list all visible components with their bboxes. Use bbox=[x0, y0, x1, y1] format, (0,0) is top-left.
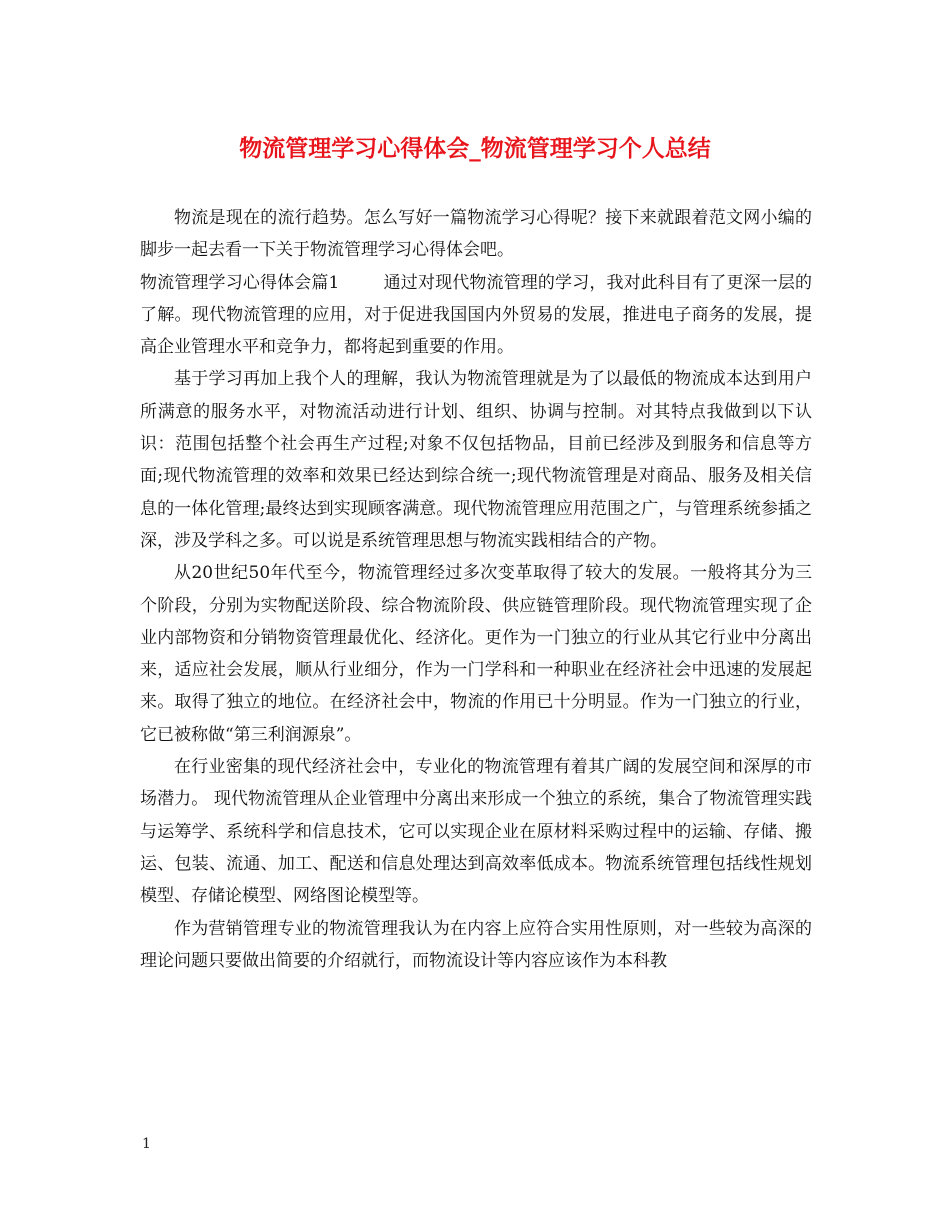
document-title: 物流管理学习心得体会_物流管理学习个人总结 bbox=[239, 135, 711, 162]
document-body bbox=[140, 202, 812, 977]
body-paragraph: 在行业密集的现代经济社会中，专业化的物流管理有着其广阔的发展空间和深厚的市场潜力。 现代物流管理从企业管理中分离出来形成一个独立的系统，集合了物流管理实践与运筹学、系统科学和信息技术，它可以实现企业在原材料采购过程中的运输、存储、搬运、包装、流通、加工、配送和信息处理达到高效率低成本。物流系统管理包括线性规划模型、存储论模型、网络图论模型等。 bbox=[140, 757, 812, 907]
intro-paragraph: 物流是现在的流行趋势。怎么写好一篇物流学习心得呢？接下来就跟着范文网小编的脚步一起去看一下关于物流管理学习心得体会吧。 bbox=[140, 208, 812, 261]
section-heading: 物流管理学习心得体会篇1 bbox=[140, 272, 340, 293]
page-number: 1 bbox=[142, 1136, 151, 1152]
body-paragraph: 基于学习再加上我个人的理解，我认为物流管理就是为了以最低的物流成本达到用户所满意的服务水平，对物流活动进行计划、组织、协调与控制。对其特点我做到以下认识：范围包括整个社会再生产过程;对象不仅包括物品，目前已经涉及到服务和信息等方面;现代物流管理的效率和效果已经达到综合统一;现代物流管理是对商品、服务及相关信息的一体化管理;最终达到实现顾客满意。现代物流管理应用范围之广，与管理系统参插之深，涉及学科之多。可以说是系统管理思想与物流实践相结合的产物。 bbox=[140, 369, 812, 551]
section-first-paragraph: 通过对现代物流管理的学习，我对此科目有了更深一层的了解。现代物流管理的应用，对于促进我国国内外贸易的发展，推进电子商务的发展，提高企业管理水平和竞争力，都将起到重要的作用。 bbox=[140, 272, 812, 358]
body-paragraph: 作为营销管理专业的物流管理我认为在内容上应符合实用性原则，对一些较为高深的理论问题只要做出简要的介绍就行，而物流设计等内容应该作为本科教 bbox=[140, 918, 812, 971]
section-paragraph bbox=[140, 267, 812, 364]
body-paragraph: 从20世纪50年代至今，物流管理经过多次变革取得了较大的发展。一般将其分为三个阶段，分别为实物配送阶段、综合物流阶段、供应链管理阶段。现代物流管理实现了企业内部物资和分销物资管理最优化、经济化。更作为一门独立的行业从其它行业中分离出来，适应社会发展，顺从行业细分，作为一门学科和一种职业在经济社会中迅速的发展起来。取得了独立的地位。在经济社会中，物流的作用已十分明显。作为一门独立的行业，它已被称做“第三利润源泉”。 bbox=[140, 563, 812, 745]
